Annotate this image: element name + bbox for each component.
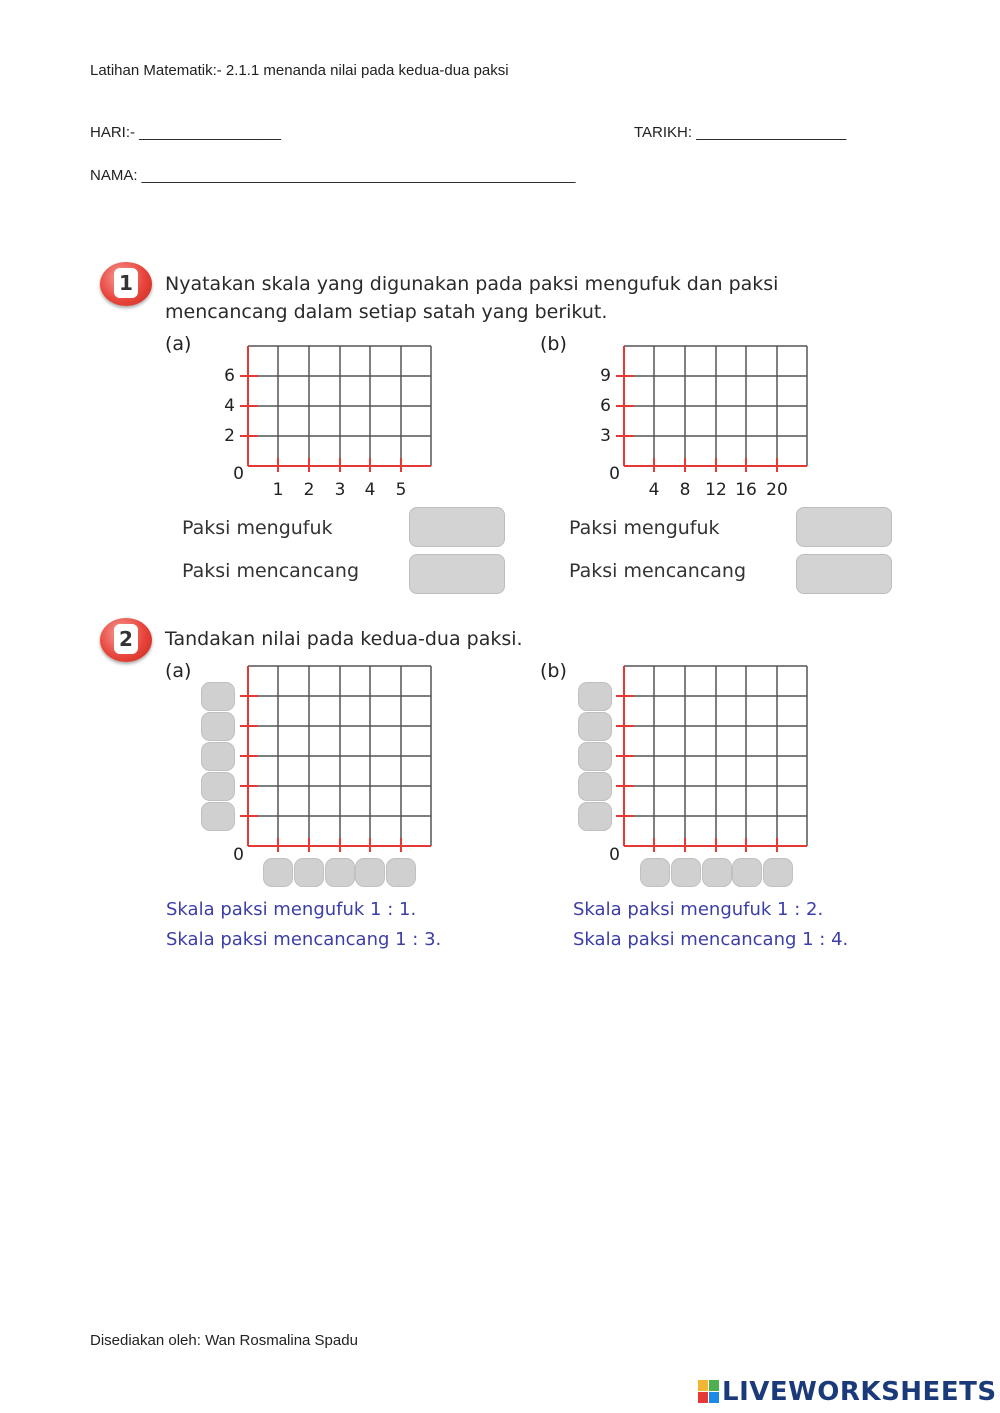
- liveworksheets-logo-icon: [698, 1380, 720, 1404]
- tarikh-field: TARIKH: __________________: [634, 124, 847, 141]
- q1a-horizontal-axis-label: Paksi mengufuk: [182, 517, 333, 539]
- q2a-y-blank[interactable]: [201, 802, 235, 831]
- q1b-horizontal-axis-label: Paksi mengufuk: [569, 517, 720, 539]
- q1b-vertical-axis-label: Paksi mencancang: [569, 560, 747, 582]
- q1a-y-tick: 4: [224, 396, 235, 416]
- q1-part-b-label: (b): [540, 333, 567, 355]
- q2b-x-blank[interactable]: [702, 858, 732, 887]
- q2a-x-blank[interactable]: [294, 858, 324, 887]
- q1a-x-tick: 5: [395, 480, 407, 500]
- nama-field: NAMA: ____________________________________________________: [90, 167, 576, 184]
- worksheet-title: Latihan Matematik:- 2.1.1 menanda nilai pada kedua-dua paksi: [90, 62, 509, 79]
- q2-part-a-label: (a): [165, 660, 192, 682]
- q1b-x-tick: 12: [705, 480, 727, 500]
- q2a-y-blank[interactable]: [201, 682, 235, 711]
- q1b-grid: [606, 340, 816, 480]
- q1a-vertical-answer-box[interactable]: [409, 554, 505, 594]
- q2b-x-blank[interactable]: [671, 858, 701, 887]
- question-2-text: Tandakan nilai pada kedua-dua paksi.: [165, 628, 523, 650]
- q2b-x-blank[interactable]: [732, 858, 762, 887]
- q1b-y-tick: 6: [600, 396, 611, 416]
- q1a-x-tick: 1: [272, 480, 284, 500]
- q2a-y-blank[interactable]: [201, 772, 235, 801]
- q2a-x-blank[interactable]: [263, 858, 293, 887]
- q1a-origin: 0: [233, 464, 244, 484]
- q1a-x-tick: 3: [334, 480, 346, 500]
- q1b-y-tick: 3: [600, 426, 611, 446]
- q2b-y-blank[interactable]: [578, 712, 612, 741]
- hari-field: HARI:- _________________: [90, 124, 281, 141]
- q2b-x-blank[interactable]: [640, 858, 670, 887]
- q1b-horizontal-answer-box[interactable]: [796, 507, 892, 547]
- q2b-origin: 0: [609, 845, 620, 865]
- q1b-x-tick: 20: [766, 480, 788, 500]
- prepared-by: Disediakan oleh: Wan Rosmalina Spadu: [90, 1332, 358, 1349]
- q1a-grid: [230, 340, 440, 480]
- question-2-badge: [100, 618, 152, 662]
- question-1-text-line2: mencancang dalam setiap satah yang berikut.: [165, 301, 608, 323]
- q2b-y-blank[interactable]: [578, 772, 612, 801]
- q1b-y-tick: 9: [600, 366, 611, 386]
- q1a-horizontal-answer-box[interactable]: [409, 507, 505, 547]
- q2b-scale-vertical: Skala paksi mencancang 1 : 4.: [573, 929, 849, 950]
- q1b-x-tick: 4: [648, 480, 660, 500]
- q2b-y-blank[interactable]: [578, 802, 612, 831]
- q2b-y-blank[interactable]: [578, 742, 612, 771]
- question-1-badge: [100, 262, 152, 306]
- liveworksheets-brand: LIVEWORKSHEETS: [722, 1377, 997, 1407]
- q2a-x-blank[interactable]: [355, 858, 385, 887]
- q2a-x-blank[interactable]: [325, 858, 355, 887]
- question-1-number: 1: [114, 268, 138, 298]
- question-2-number: 2: [114, 624, 138, 654]
- q1a-y-tick: 6: [224, 366, 235, 386]
- q2a-scale-horizontal: Skala paksi mengufuk 1 : 1.: [166, 899, 417, 920]
- question-1-text-line1: Nyatakan skala yang digunakan pada paksi mengufuk dan paksi: [165, 273, 779, 295]
- q1b-x-tick: 8: [679, 480, 691, 500]
- q1a-x-tick: 4: [364, 480, 376, 500]
- q1a-x-tick: 2: [303, 480, 315, 500]
- q2a-grid: [230, 662, 440, 852]
- q2a-scale-vertical: Skala paksi mencancang 1 : 3.: [166, 929, 442, 950]
- q1-part-a-label: (a): [165, 333, 192, 355]
- q2a-y-blank[interactable]: [201, 712, 235, 741]
- q2a-x-blank[interactable]: [386, 858, 416, 887]
- q1a-vertical-axis-label: Paksi mencancang: [182, 560, 360, 582]
- q2b-scale-horizontal: Skala paksi mengufuk 1 : 2.: [573, 899, 824, 920]
- q1b-vertical-answer-box[interactable]: [796, 554, 892, 594]
- q2b-grid: [606, 662, 816, 852]
- q2a-origin: 0: [233, 845, 244, 865]
- q1b-x-tick: 16: [735, 480, 757, 500]
- q2-part-b-label: (b): [540, 660, 567, 682]
- q1b-origin: 0: [609, 464, 620, 484]
- q1a-y-tick: 2: [224, 426, 235, 446]
- q2b-x-blank[interactable]: [763, 858, 793, 887]
- q2b-y-blank[interactable]: [578, 682, 612, 711]
- q2a-y-blank[interactable]: [201, 742, 235, 771]
